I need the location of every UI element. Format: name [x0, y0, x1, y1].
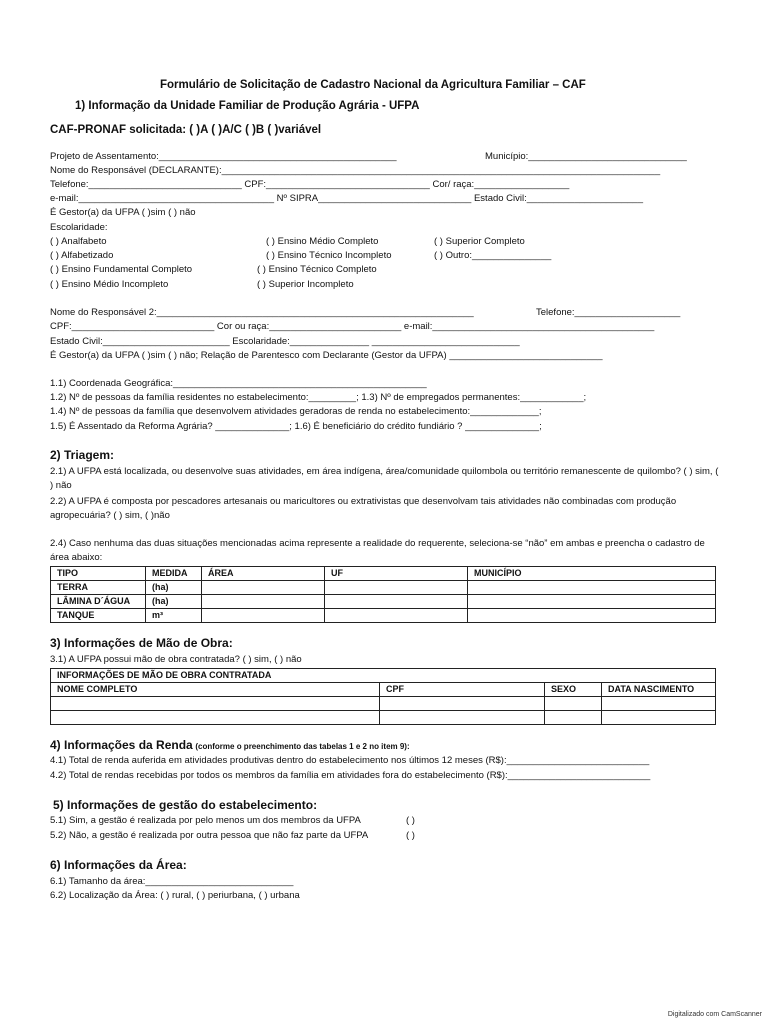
assentado-credito-field[interactable]: 1.5) É Assentado da Reforma Agrária? ______________; 1.6) É beneficiário do crédito fundiário ? ______________; [50, 421, 542, 432]
table-header: MUNICÍPIO [468, 567, 716, 581]
table-header: DATA NASCIMENTO [602, 683, 716, 697]
table-cell: m³ [146, 609, 202, 623]
table-cell[interactable] [602, 711, 716, 725]
mao-obra-table [50, 668, 716, 725]
pessoas-empregados-field[interactable]: 1.2) Nº de pessoas da família residentes no estabelecimento:_________; 1.3) Nº de empregados permanentes:____________; [50, 392, 587, 403]
table-row [51, 697, 716, 711]
table-header: ÁREA [202, 567, 325, 581]
cpf-cor-email2-field[interactable]: CPF:___________________________ Cor ou raça:_________________________ e-mail:__________________________________________ [50, 321, 655, 332]
tamanho-area-field[interactable]: 6.1) Tamanho da área:____________________________ [50, 876, 294, 887]
table-header: SEXO [545, 683, 602, 697]
table-header: UF [325, 567, 468, 581]
table-cell[interactable] [202, 581, 325, 595]
triagem-q1[interactable]: 2.1) A UFPA está localizada, ou desenvolve suas atividades, em área indígena, área/comunidade quilombola ou território remanescente de quilombo? ( ) sim, ( ) não [50, 466, 719, 491]
escolaridade-option[interactable]: ( ) Outro:_______________ [434, 250, 552, 261]
escolaridade-option[interactable]: ( ) Ensino Fundamental Completo [50, 264, 193, 275]
table-cell[interactable] [468, 595, 716, 609]
section1-heading: 1) Informação da Unidade Familiar de Produção Agrária - UFPA [75, 100, 420, 112]
escolaridade-option[interactable]: ( ) Superior Completo [434, 236, 525, 247]
form-title: Formulário de Solicitação de Cadastro Nacional da Agricultura Familiar – CAF [160, 79, 586, 91]
triagem-q4: 2.4) Caso nenhuma das duas situações mencionadas acima represente a realidade do requerente, seleciona-se “não” em ambas e preencha o cadastro de área abaixo: [50, 538, 705, 563]
nome-responsavel2-field[interactable]: Nome do Responsável 2:____________________________________________________________ [50, 307, 474, 318]
renda-q2[interactable]: 4.2) Total de rendas recebidas por todos os membros da família em atividades fora do estabelecimento (R$):___________________________ [50, 770, 651, 781]
table-title: INFORMAÇÕES DE MÃO DE OBRA CONTRATADA [51, 669, 716, 683]
table-cell[interactable] [51, 711, 380, 725]
table-cell[interactable] [545, 711, 602, 725]
table-header: TIPO [51, 567, 146, 581]
escolaridade-option[interactable]: ( ) Ensino Técnico Incompleto [266, 250, 392, 261]
triagem-q2[interactable]: 2.2) A UFPA é composta por pescadores artesanais ou maricultores ou extrativistas que desenvolvam tais atividades não combinadas com produção agropecuária? ( ) sim, ( )não [50, 496, 677, 521]
section4-heading: 4) Informações da Renda [50, 738, 193, 752]
area-table [50, 566, 716, 623]
coordenada-field[interactable]: 1.1) Coordenada Geográfica:________________________________________________ [50, 378, 427, 389]
escolaridade-option[interactable]: ( ) Alfabetizado [50, 250, 114, 261]
table-header: CPF [380, 683, 545, 697]
table-cell: (ha) [146, 581, 202, 595]
table-cell[interactable] [325, 609, 468, 623]
table-cell[interactable] [602, 697, 716, 711]
pessoas-renda-field[interactable]: 1.4) Nº de pessoas da família que desenvolvem atividades geradoras de renda no estabelecimento:_____________; [50, 406, 542, 417]
table-cell[interactable] [545, 697, 602, 711]
caf-pronaf-label[interactable]: CAF-PRONAF solicitada: ( )A ( )A/C ( )B ( )variável [50, 124, 322, 136]
section4-heading-note: (conforme o preenchimento das tabelas 1 e 2 no item 9): [195, 742, 410, 751]
localizacao-area-options[interactable]: 6.2) Localização da Área: ( ) rural, ( ) periurbana, ( ) urbana [50, 890, 300, 901]
gestao-q2[interactable]: 5.2) Não, a gestão é realizada por outra pessoa que não faz parte da UFPA [50, 830, 369, 841]
gestor-parentesco-field[interactable]: É Gestor(a) da UFPA ( )sim ( ) não; Relação de Parentesco com Declarante (Gestor da UFPA) _____________________________ [50, 350, 603, 361]
renda-q1[interactable]: 4.1) Total de renda auferida em atividades produtivas dentro do estabelecimento nos últimos 12 meses (R$):___________________________ [50, 755, 650, 766]
telefone2-field[interactable]: Telefone:____________________ [536, 307, 681, 318]
telefone-cpf-cor-field[interactable]: Telefone:_____________________________ CPF:_______________________________ Cor/ raça:__________________ [50, 179, 570, 190]
gestao-q1-checkbox[interactable]: ( ) [406, 815, 415, 826]
section4-heading-row [50, 738, 410, 752]
escolaridade-label: Escolaridade: [50, 222, 108, 233]
escolaridade-option[interactable]: ( ) Superior Incompleto [257, 279, 354, 290]
table-row [51, 609, 716, 623]
gestor-ufpa-option[interactable]: É Gestor(a) da UFPA ( )sim ( ) não [50, 207, 196, 218]
escolaridade-option[interactable]: ( ) Ensino Técnico Completo [257, 264, 377, 275]
table-cell[interactable] [468, 581, 716, 595]
mao-obra-q1[interactable]: 3.1) A UFPA possui mão de obra contratada? ( ) sim, ( ) não [50, 654, 302, 665]
table-cell[interactable] [51, 697, 380, 711]
section6-heading: 6) Informações da Área: [50, 858, 187, 872]
email-sipra-estado-civil-field[interactable]: e-mail:_____________________________________ Nº SIPRA_____________________________ Estado Civil:______________________ [50, 193, 644, 204]
table-header: MEDIDA [146, 567, 202, 581]
projeto-assentamento-field[interactable]: Projeto de Assentamento:_____________________________________________ [50, 151, 397, 162]
table-header: NOME COMPLETO [51, 683, 380, 697]
scanner-watermark: Digitalizado com CamScanner [667, 1011, 762, 1018]
table-cell[interactable] [325, 595, 468, 609]
municipio-field[interactable]: Município:______________________________ [485, 151, 687, 162]
section3-heading: 3) Informações de Mão de Obra: [50, 636, 233, 650]
table-cell: TERRA [51, 581, 146, 595]
table-row [51, 711, 716, 725]
escolaridade-option[interactable]: ( ) Ensino Médio Completo [266, 236, 379, 247]
section2-heading: 2) Triagem: [50, 448, 115, 462]
escolaridade-option[interactable]: ( ) Ensino Médio Incompleto [50, 279, 169, 290]
table-row [51, 595, 716, 609]
table-cell: TANQUE [51, 609, 146, 623]
section5-heading: 5) Informações de gestão do estabelecimento: [53, 798, 318, 812]
table-cell[interactable] [380, 711, 545, 725]
gestao-q1[interactable]: 5.1) Sim, a gestão é realizada por pelo menos um dos membros da UFPA [50, 815, 361, 826]
estado-civil-escolaridade2-field[interactable]: Estado Civil:________________________ Escolaridade:_______________ ____________________________ [50, 336, 520, 347]
table-cell[interactable] [202, 595, 325, 609]
escolaridade-option[interactable]: ( ) Analfabeto [50, 236, 107, 247]
table-cell[interactable] [380, 697, 545, 711]
table-cell[interactable] [325, 581, 468, 595]
table-cell: LÂMINA D´ÁGUA [51, 595, 146, 609]
table-cell[interactable] [202, 609, 325, 623]
table-cell[interactable] [468, 609, 716, 623]
gestao-q2-checkbox[interactable]: ( ) [406, 830, 415, 841]
nome-responsavel-field[interactable]: Nome do Responsável (DECLARANTE):___________________________________________________________________________________ [50, 165, 661, 176]
table-cell: (ha) [146, 595, 202, 609]
table-row [51, 581, 716, 595]
